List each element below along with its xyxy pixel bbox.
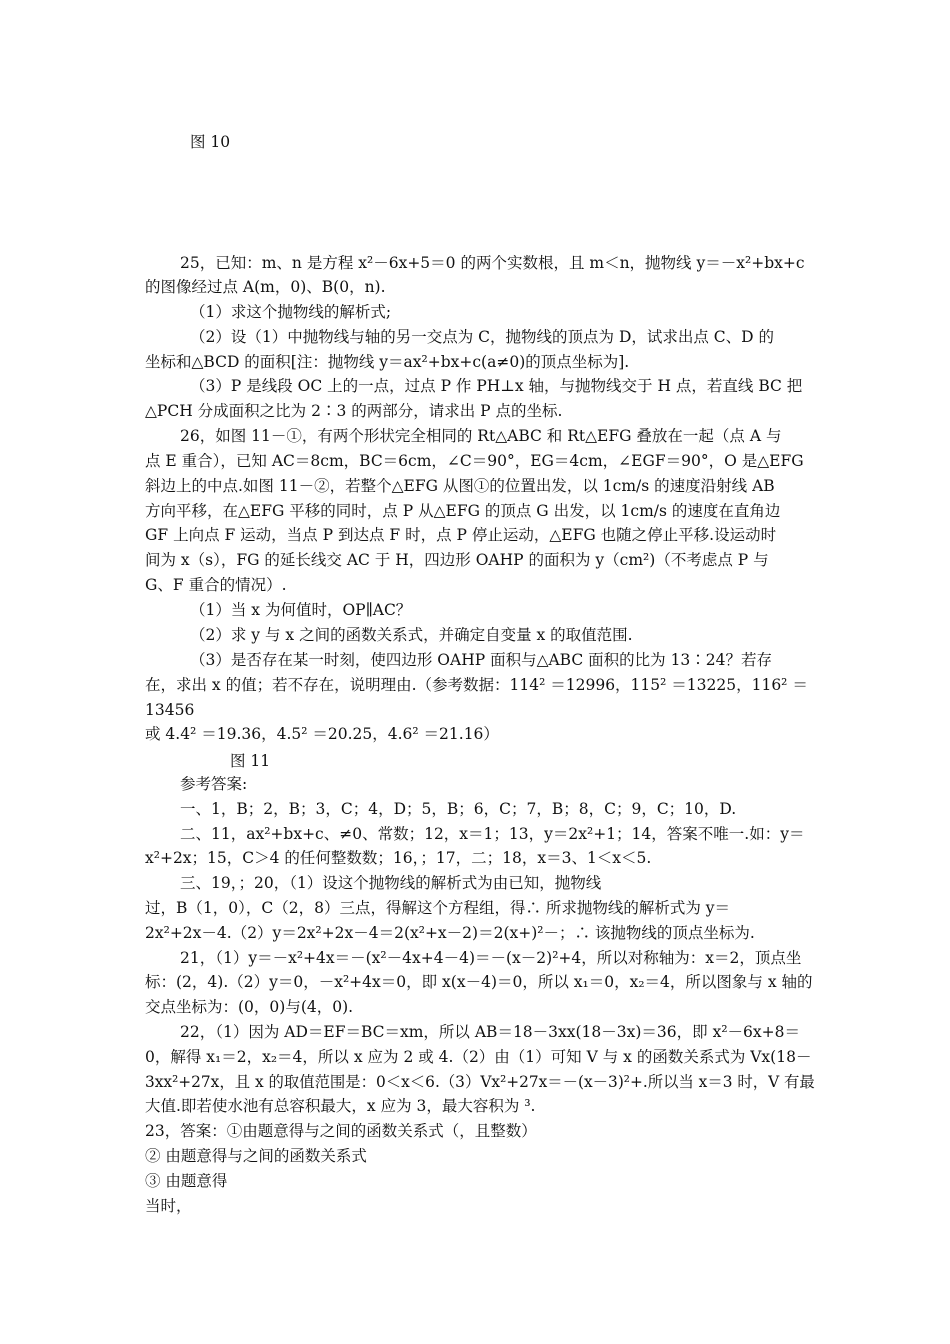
problem-26-part-3-cont-2: 13456: [145, 701, 195, 719]
answer-21: 21，（1）y＝－x²+4x＝－(x²－4x+4－4)＝－(x－2)²+4，所以对称轴为：x＝2，顶点坐: [180, 949, 802, 967]
problem-26-part-3: （3）是否存在某一时刻，使四边形 OAHP 面积与△ABC 面积的比为 13∶24？若存: [190, 651, 773, 669]
answer-23-step-2: ② 由题意得与之间的函数关系式: [145, 1147, 367, 1165]
problem-26-line-4: 方向平移，在△EFG 平移的同时，点 P 从△EFG 的顶点 G 出发，以 1cm/s 的速度在直角边: [145, 502, 781, 520]
problem-26-line-2: 点 E 重合），已知 AC＝8cm，BC＝6cm，∠C＝90°，EG＝4cm，∠EGF＝90°，O 是△EFG: [145, 452, 804, 470]
answer-section-2: 二、11，ax²+bx+c、≠0、常数；12，x＝1；13，y＝2x²+1；14，答案不唯一.如：y＝: [180, 825, 805, 843]
problem-26-line-5: GF 上向点 F 运动，当点 P 到达点 F 时，点 P 停止运动，△EFG 也随之停止平移.设运动时: [145, 526, 777, 544]
problem-25-line-2: 的图像经过点 A(m，0)、B(0，n).: [145, 278, 386, 296]
figure-11-caption: 图 11: [230, 752, 271, 770]
answer-20-cont-2: 2x²+2x－4.（2）y＝2x²+2x－4＝2(x²+x－2)＝2(x+)²－；∴ 该抛物线的顶点坐标为.: [145, 924, 755, 942]
problem-26-part-1: （1）当 x 为何值时，OP∥AC？: [190, 601, 412, 619]
answer-22-cont-3: 大值.即若使水池有总容积最大，x 应为 3，最大容积为 ³.: [145, 1097, 536, 1115]
answers-title: 参考答案:: [180, 775, 248, 793]
problem-26-part-3-cont: 在，求出 x 的值；若不存在，说明理由.（参考数据：114² ＝12996，115² ＝13225，116² ＝: [145, 676, 808, 694]
answer-23-step-3: ③ 由题意得: [145, 1172, 228, 1190]
problem-26-reference-data: 或 4.4² ＝19.36，4.5² ＝20.25，4.6² ＝21.16）: [145, 725, 499, 743]
problem-26-line-7: G、F 重合的情况）.: [145, 576, 287, 594]
answer-22-cont-2: 3xx²+27x，且 x 的取值范围是：0＜x＜6.（3）Vx²+27x＝－(x－3)²+.所以当 x＝3 时，V 有最: [145, 1073, 815, 1091]
problem-25-part-2: （2）设（1）中抛物线与轴的另一交点为 C，抛物线的顶点为 D，试求出点 C、D 的: [190, 328, 775, 346]
answer-23: 23，答案：①由题意得与之间的函数关系式（，且整数）: [145, 1122, 537, 1140]
problem-25-part-2-cont: 坐标和△BCD 的面积[注：抛物线 y＝ax²+bx+c(a≠0)的顶点坐标为].: [145, 353, 630, 371]
answer-22: 22，（1）因为 AD＝EF＝BC＝xm，所以 AB＝18－3xx(18－3x)＝36，即 x²－6x+8＝: [180, 1023, 800, 1041]
answer-21-cont: 标：(2，4).（2）y＝0，－x²+4x＝0，即 x(x－4)＝0，所以 x₁＝0，x₂＝4，所以图象与 x 轴的: [145, 973, 813, 991]
answer-section-3: 三、19，；20，（1）设这个抛物线的解析式为由已知，抛物线: [180, 874, 602, 892]
answer-20-cont: 过，B（1，0），C（2，8）三点，得解这个方程组，得∴ 所求抛物线的解析式为 y＝: [145, 899, 731, 917]
figure-10-caption: 图 10: [190, 133, 231, 151]
problem-26-line-1: 26，如图 11－①，有两个形状完全相同的 Rt△ABC 和 Rt△EFG 叠放在一起（点 A 与: [180, 427, 782, 445]
answer-23-when: 当时，: [145, 1197, 192, 1215]
answer-section-1: 一、1，B；2，B；3，C；4，D；5，B；6，C；7，B；8，C；9，C；10，D.: [180, 800, 737, 818]
problem-26-line-3: 斜边上的中点.如图 11－②，若整个△EFG 从图①的位置出发，以 1cm/s 的速度沿射线 AB: [145, 477, 775, 495]
answer-21-cont-2: 交点坐标为：(0，0)与(4，0).: [145, 998, 354, 1016]
problem-25-part-3-cont: △PCH 分成面积之比为 2∶3 的两部分，请求出 P 点的坐标.: [145, 402, 563, 420]
problem-25-line-1: 25，已知：m、n 是方程 x²－6x+5＝0 的两个实数根，且 m＜n，抛物线 y＝－x²+bx+c: [180, 254, 805, 272]
problem-25-part-1: （1）求这个抛物线的解析式;: [190, 303, 392, 321]
answer-22-cont: 0，解得 x₁＝2，x₂＝4，所以 x 应为 2 或 4.（2）由（1）可知 V 与 x 的函数关系式为 Vx(18－: [145, 1048, 812, 1066]
problem-26-part-2: （2）求 y 与 x 之间的函数关系式，并确定自变量 x 的取值范围.: [190, 626, 633, 644]
problem-25-part-3: （3）P 是线段 OC 上的一点，过点 P 作 PH⊥x 轴，与抛物线交于 H 点，若直线 BC 把: [190, 377, 803, 395]
answer-section-2-cont: x²+2x；15，C＞4 的任何整数数；16，；17，二；18，x＝3、1＜x＜5.: [145, 849, 652, 867]
problem-26-line-6: 间为 x（s），FG 的延长线交 AC 于 H，四边形 OAHP 的面积为 y（cm²)（不考虑点 P 与: [145, 551, 769, 569]
